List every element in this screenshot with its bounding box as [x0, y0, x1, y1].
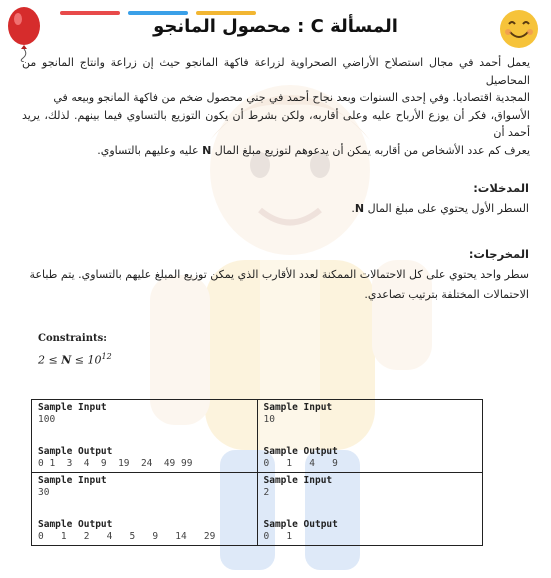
- samples-table: [31, 399, 483, 546]
- sample-output-label: Sample Output: [263, 519, 338, 530]
- sample-output-value: 0 1 4 9: [263, 458, 338, 469]
- variable-n: N: [202, 143, 212, 157]
- statement-line: يعمل أحمد في مجال استصلاح الأراضي الصحراوية لزراعة فاكهة المانجو حيث إن زراعة وانتاج المانجو من المحاصيل: [22, 56, 530, 87]
- output-description-line2: الاحتمالات المختلفة بترتيب تصاعدي.: [364, 288, 529, 301]
- statement-line: يعرف كم عدد الأشخاص من أقاربه يمكن أن يدعوهم لتوزيع مبلغ المال N عليه وعليهم بالتساوي.: [97, 143, 530, 157]
- sample-input-label: Sample Input: [38, 475, 107, 486]
- sample-output-label: Sample Output: [263, 446, 338, 457]
- variable-n: N: [354, 202, 365, 215]
- statement-line: الأسواق، فكر أن يوزع الأرباح عليه وعلى أقاربه، ولكن بشرط أن يكون التوزيع بالتساوي فيما بينهم. لذلك، يريد أحمد أن: [22, 108, 530, 139]
- sample-output-value: 0 1: [263, 531, 293, 542]
- sample-output-value: 0 1 2 4 5 9 14 29: [38, 531, 216, 542]
- sample-output-value: 0 1 3 4 9 19 24 49 99: [38, 458, 193, 469]
- sample-input-value: 10: [263, 414, 275, 425]
- top-decoration: [60, 0, 490, 6]
- sample-cell: [257, 473, 483, 546]
- sample-output-label: Sample Output: [38, 519, 113, 530]
- output-heading: المخرجات:: [468, 247, 529, 261]
- sample-input-value: 100: [38, 414, 56, 425]
- sample-cell: [257, 400, 483, 473]
- sample-input-value: 2: [263, 487, 270, 498]
- statement-line: المجدية اقتصاديا. وفي إحدى السنوات وبعد نجاح أحمد في جني محصول ضخم من فاكهة المانجو وبيعه في: [53, 91, 530, 104]
- sample-cell: [32, 400, 258, 473]
- sample-input-label: Sample Input: [263, 402, 333, 413]
- sample-input-value: 30: [38, 487, 50, 498]
- sample-input-label: Sample Input: [38, 402, 107, 413]
- problem-statement: [22, 54, 530, 159]
- constraints-label: Constraints:: [38, 333, 107, 344]
- sample-input-label: Sample Input: [263, 475, 333, 486]
- constraints-formula: $2 \le N \le 10^{12}$: [38, 352, 112, 367]
- problem-title: المسألة C : محصول المانجو: [153, 16, 398, 37]
- sample-cell: [32, 473, 258, 546]
- input-description: السطر الأول يحتوي على مبلغ المال N.: [351, 202, 529, 215]
- sample-output-label: Sample Output: [38, 446, 113, 457]
- input-heading: المدخلات:: [473, 181, 529, 195]
- output-description-line1: سطر واحد يحتوي على كل الاحتمالات الممكنة لعدد الأقارب الذي يمكن توزيع المبلغ عليهم بالتساوي. يتم طباعة: [29, 268, 529, 281]
